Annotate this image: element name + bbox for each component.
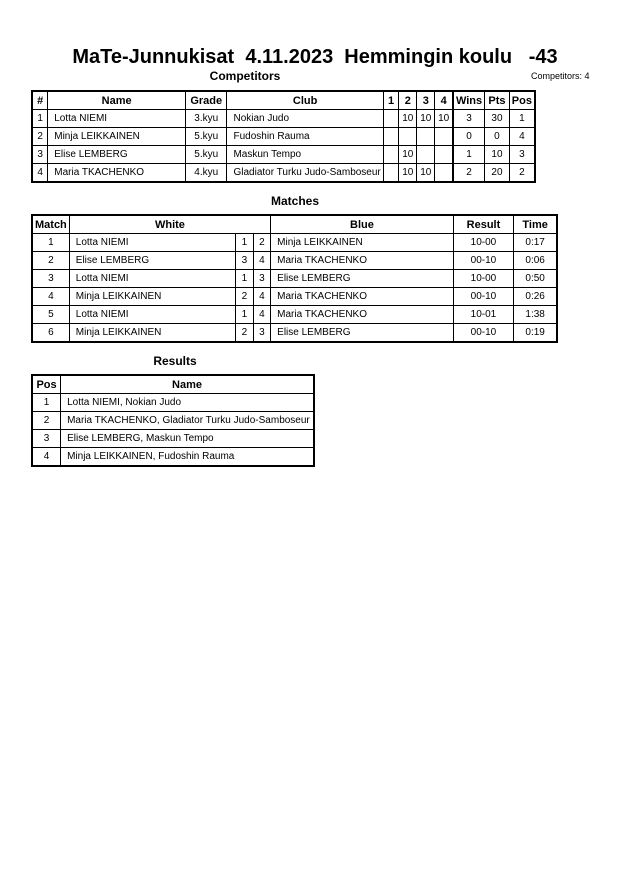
competitor-pts: 0	[485, 128, 510, 146]
competitor-s4	[435, 146, 453, 164]
competitors-header-cell: Pts	[485, 91, 510, 110]
competitors-header-cell: Grade	[186, 91, 227, 110]
competitor-row	[32, 164, 535, 183]
match-w: 2	[236, 324, 254, 343]
match-time: 1:38	[514, 306, 557, 324]
competitors-header-cell: #	[32, 91, 48, 110]
match-row	[32, 270, 557, 288]
competitor-wins: 0	[453, 128, 485, 146]
result-pos: 3	[32, 430, 61, 448]
competitor-grade: 5.kyu	[186, 128, 227, 146]
competitor-no: 2	[32, 128, 48, 146]
competitor-pos: 2	[509, 164, 535, 183]
match-b: 4	[253, 306, 271, 324]
competitor-pts: 30	[485, 110, 510, 128]
match-row	[32, 234, 557, 252]
match-b: 3	[253, 270, 271, 288]
match-result: 00-10	[453, 324, 514, 343]
match-blue: Maria TKACHENKO	[271, 306, 454, 324]
match-time: 0:50	[514, 270, 557, 288]
match-row	[32, 288, 557, 306]
result-pos: 4	[32, 448, 61, 467]
matches-table	[31, 214, 558, 343]
matches-header-cell: Time	[514, 215, 557, 234]
match-result: 10-00	[453, 234, 514, 252]
competitor-club: Gladiator Turku Judo-Samboseur	[227, 164, 383, 183]
match-white: Lotta NIEMI	[69, 306, 235, 324]
result-pos: 1	[32, 394, 61, 412]
competitors-header-cell: Wins	[453, 91, 485, 110]
competitor-wins: 1	[453, 146, 485, 164]
results-table	[31, 374, 315, 467]
competitor-grade: 5.kyu	[186, 146, 227, 164]
match-no: 2	[32, 252, 69, 270]
competitors-header-cell: 2	[399, 91, 417, 110]
match-no: 1	[32, 234, 69, 252]
competitor-s3: 10	[417, 164, 435, 183]
result-name: Lotta NIEMI, Nokian Judo	[61, 394, 314, 412]
match-w: 2	[236, 288, 254, 306]
competitors-heading: Competitors	[209, 69, 281, 83]
match-time: 0:06	[514, 252, 557, 270]
competitor-s1	[383, 110, 399, 128]
match-white: Lotta NIEMI	[69, 234, 235, 252]
match-blue: Elise LEMBERG	[271, 270, 454, 288]
matches-header-cell: Blue	[271, 215, 454, 234]
match-result: 10-00	[453, 270, 514, 288]
match-w: 1	[236, 234, 254, 252]
result-name: Minja LEIKKAINEN, Fudoshin Rauma	[61, 448, 314, 467]
competitor-club: Maskun Tempo	[227, 146, 383, 164]
result-row	[32, 412, 314, 430]
match-white: Minja LEIKKAINEN	[69, 288, 235, 306]
match-white: Elise LEMBERG	[69, 252, 235, 270]
match-blue: Elise LEMBERG	[271, 324, 454, 343]
result-pos: 2	[32, 412, 61, 430]
competitor-name: Minja LEIKKAINEN	[48, 128, 186, 146]
match-w: 1	[236, 270, 254, 288]
competitor-club: Fudoshin Rauma	[227, 128, 383, 146]
competitor-pos: 1	[509, 110, 535, 128]
competitor-s3	[417, 128, 435, 146]
result-row	[32, 448, 314, 467]
match-time: 0:26	[514, 288, 557, 306]
competitor-name: Maria TKACHENKO	[48, 164, 186, 183]
competitor-row	[32, 128, 535, 146]
competitor-pos: 3	[509, 146, 535, 164]
match-no: 6	[32, 324, 69, 343]
competitor-wins: 2	[453, 164, 485, 183]
competitor-s1	[383, 146, 399, 164]
match-row	[32, 306, 557, 324]
competitor-s2: 10	[399, 146, 417, 164]
matches-header-cell: Match	[32, 215, 69, 234]
competitor-s3	[417, 146, 435, 164]
match-blue: Minja LEIKKAINEN	[271, 234, 454, 252]
match-no: 3	[32, 270, 69, 288]
competitors-header-cell: 3	[417, 91, 435, 110]
competitors-header-cell: 4	[435, 91, 453, 110]
competitor-name: Lotta NIEMI	[48, 110, 186, 128]
competitor-s4: 10	[435, 110, 453, 128]
match-no: 4	[32, 288, 69, 306]
match-b: 2	[253, 234, 271, 252]
competitor-pts: 20	[485, 164, 510, 183]
competitor-row	[32, 110, 535, 128]
competitors-header-cell: Club	[227, 91, 383, 110]
match-b: 4	[253, 288, 271, 306]
competitor-grade: 4.kyu	[186, 164, 227, 183]
match-b: 4	[253, 252, 271, 270]
results-heading: Results	[153, 354, 197, 368]
competitor-row	[32, 146, 535, 164]
match-row	[32, 324, 557, 343]
competitors-header-cell: 1	[383, 91, 399, 110]
competitor-s4	[435, 128, 453, 146]
result-row	[32, 394, 314, 412]
competitor-s1	[383, 128, 399, 146]
match-white: Lotta NIEMI	[69, 270, 235, 288]
match-b: 3	[253, 324, 271, 343]
match-no: 5	[32, 306, 69, 324]
competitor-s1	[383, 164, 399, 183]
competitors-count: Competitors: 4	[531, 71, 590, 81]
matches-header-cell: Result	[453, 215, 514, 234]
competitor-s2	[399, 128, 417, 146]
competitors-header-cell: Pos	[509, 91, 535, 110]
match-row	[32, 252, 557, 270]
competitor-s3: 10	[417, 110, 435, 128]
competitor-s2: 10	[399, 110, 417, 128]
match-blue: Maria TKACHENKO	[271, 252, 454, 270]
match-result: 00-10	[453, 288, 514, 306]
competitor-no: 4	[32, 164, 48, 183]
competitor-s2: 10	[399, 164, 417, 183]
result-name: Maria TKACHENKO, Gladiator Turku Judo-Samboseur	[61, 412, 314, 430]
competitor-name: Elise LEMBERG	[48, 146, 186, 164]
match-white: Minja LEIKKAINEN	[69, 324, 235, 343]
match-blue: Maria TKACHENKO	[271, 288, 454, 306]
competitor-no: 3	[32, 146, 48, 164]
competitor-no: 1	[32, 110, 48, 128]
competitor-pos: 4	[509, 128, 535, 146]
competitor-s4	[435, 164, 453, 183]
match-time: 0:19	[514, 324, 557, 343]
competitors-table	[31, 90, 536, 183]
match-w: 1	[236, 306, 254, 324]
match-time: 0:17	[514, 234, 557, 252]
match-result: 00-10	[453, 252, 514, 270]
matches-heading: Matches	[270, 194, 320, 208]
competitors-header-cell: Name	[48, 91, 186, 110]
results-header-cell: Name	[61, 375, 314, 394]
page-title: MaTe-Junnukisat 4.11.2023 Hemmingin koulu -43	[72, 46, 558, 68]
results-header-cell: Pos	[32, 375, 61, 394]
competitor-grade: 3.kyu	[186, 110, 227, 128]
competitor-club: Nokian Judo	[227, 110, 383, 128]
match-w: 3	[236, 252, 254, 270]
result-name: Elise LEMBERG, Maskun Tempo	[61, 430, 314, 448]
competitor-pts: 10	[485, 146, 510, 164]
matches-header-cell: White	[69, 215, 270, 234]
match-result: 10-01	[453, 306, 514, 324]
competitor-wins: 3	[453, 110, 485, 128]
result-row	[32, 430, 314, 448]
